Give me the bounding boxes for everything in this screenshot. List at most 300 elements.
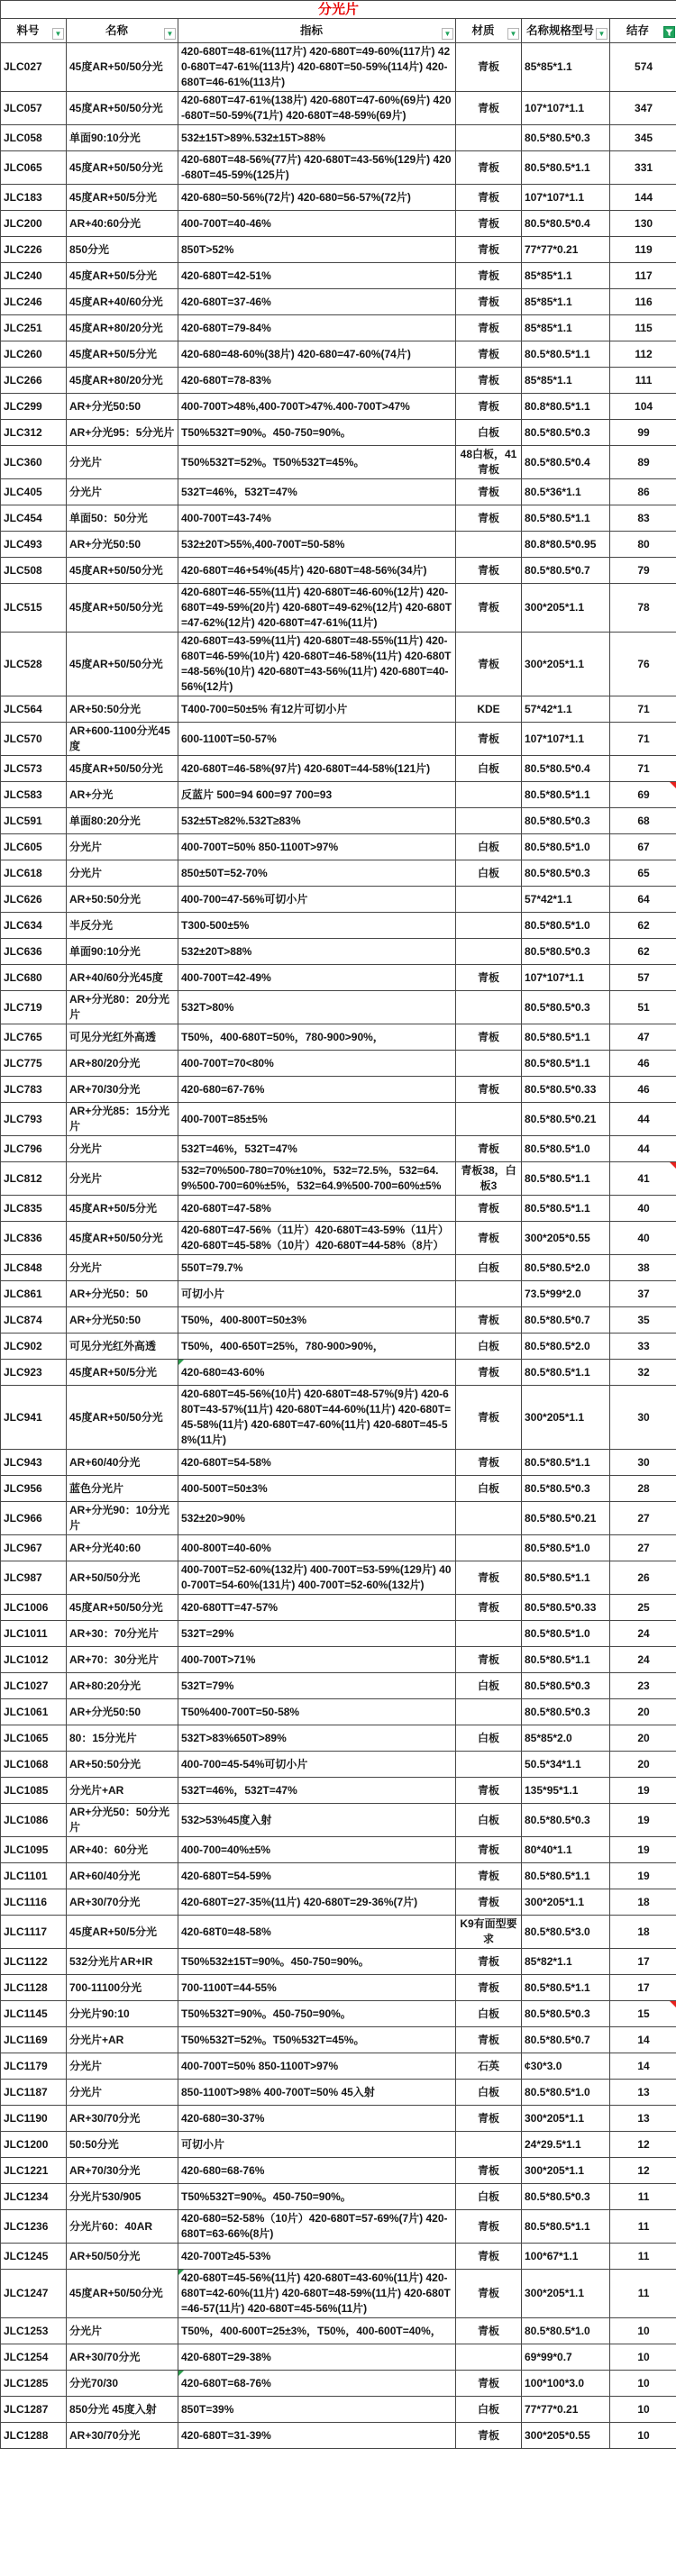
cell-name[interactable]: AR+30/70分光 [67,2106,178,2132]
cell-spec[interactable]: 400-700T=52-60%(132片) 400-700T=53-59%(129片) 400-700T=54-60%(131片) 400-700T=52-60%(132片) [178,1561,456,1595]
cell-spec[interactable]: 532>53%45度入射 [178,1804,456,1837]
cell-qty[interactable]: 17 [610,1975,676,2001]
cell-size[interactable]: 107*107*1.1 [522,965,610,991]
cell-id[interactable]: JLC183 [1,185,67,211]
cell-spec[interactable]: 420-680T=48-61%(117片) 420-680T=49-60%(117片) 420-680T=47-61%(113片) 420-680T=50-59%(114片) 420-680T=46-61%(113片) [178,43,456,92]
cell-qty[interactable]: 331 [610,151,676,185]
cell-size[interactable]: 80.5*80.5*0.33 [522,1595,610,1621]
cell-size[interactable]: 80.5*80.5*3.0 [522,1916,610,1949]
cell-id[interactable]: JLC1247 [1,2270,67,2318]
filter-dropdown-icon[interactable]: ▼ [442,28,453,40]
cell-qty[interactable]: 19 [610,1837,676,1863]
cell-name[interactable]: 可见分光红外高透 [67,1334,178,1360]
cell-name[interactable]: AR+40：60分光 [67,1837,178,1863]
cell-qty[interactable]: 46 [610,1077,676,1103]
cell-spec[interactable]: 850-1100T>98% 400-700T=50% 45入射 [178,2080,456,2106]
cell-spec[interactable]: 420-680T=78-83% [178,368,456,394]
cell-mat[interactable]: 白板 [456,2184,522,2210]
cell-size[interactable]: 80.8*80.5*1.1 [522,394,610,420]
cell-qty[interactable]: 57 [610,965,676,991]
cell-size[interactable]: 80.5*80.5*1.1 [522,505,610,532]
cell-mat[interactable] [456,532,522,558]
cell-qty[interactable]: 104 [610,394,676,420]
cell-mat[interactable]: 青板 [456,505,522,532]
cell-mat[interactable]: 青板 [456,263,522,289]
cell-spec[interactable]: 400-700T=50% 850-1100T>97% [178,834,456,860]
cell-qty[interactable]: 62 [610,913,676,939]
cell-id[interactable]: JLC719 [1,991,67,1024]
cell-qty[interactable]: 38 [610,1255,676,1281]
cell-qty[interactable]: 80 [610,532,676,558]
cell-id[interactable]: JLC848 [1,1255,67,1281]
cell-id[interactable]: JLC923 [1,1360,67,1386]
cell-name[interactable]: 45度AR+50/50分光 [67,1595,178,1621]
cell-id[interactable]: JLC1253 [1,2318,67,2344]
cell-id[interactable]: JLC1027 [1,1673,67,1699]
cell-id[interactable]: JLC1085 [1,1778,67,1804]
cell-mat[interactable]: 青板 [456,1450,522,1476]
cell-spec[interactable]: 可切小片 [178,1281,456,1307]
cell-id[interactable]: JLC783 [1,1077,67,1103]
cell-size[interactable]: 85*85*2.0 [522,1725,610,1752]
cell-qty[interactable]: 83 [610,505,676,532]
cell-mat[interactable]: 青板 [456,2318,522,2344]
cell-size[interactable]: 80.5*80.5*1.0 [522,2318,610,2344]
cell-spec[interactable]: 420-680T=31-39% [178,2423,456,2449]
cell-spec[interactable]: T50%532T=90%。450-750=90%。 [178,2184,456,2210]
cell-spec[interactable]: 532T>83%650T>89% [178,1725,456,1752]
cell-qty[interactable]: 20 [610,1725,676,1752]
cell-size[interactable]: 80.5*80.5*0.33 [522,1077,610,1103]
cell-id[interactable]: JLC065 [1,151,67,185]
cell-size[interactable]: 80.5*80.5*1.1 [522,1561,610,1595]
cell-size[interactable]: ¢30*3.0 [522,2053,610,2080]
cell-name[interactable]: 850分光 [67,237,178,263]
cell-size[interactable]: 77*77*0.21 [522,2397,610,2423]
cell-name[interactable]: 45度AR+50/5分光 [67,1360,178,1386]
cell-spec[interactable]: 400-500T=50±3% [178,1476,456,1502]
cell-id[interactable]: JLC1236 [1,2210,67,2244]
cell-name[interactable]: 50:50分光 [67,2132,178,2158]
cell-mat[interactable] [456,1281,522,1307]
cell-mat[interactable]: 青板 [456,723,522,756]
cell-size[interactable]: 80.5*80.5*1.0 [522,1136,610,1162]
cell-qty[interactable]: 130 [610,211,676,237]
cell-name[interactable]: 45度AR+40/60分光 [67,289,178,315]
cell-spec[interactable]: 532±15T>89%.532±15T>88% [178,125,456,151]
cell-size[interactable]: 85*85*1.1 [522,368,610,394]
cell-size[interactable]: 57*42*1.1 [522,696,610,723]
cell-qty[interactable]: 44 [610,1136,676,1162]
header-id[interactable] [1,19,67,43]
cell-mat[interactable]: 青板 [456,237,522,263]
cell-size[interactable]: 107*107*1.1 [522,185,610,211]
cell-qty[interactable]: 14 [610,2053,676,2080]
filter-dropdown-icon[interactable]: ▼ [596,28,607,40]
cell-id[interactable]: JLC1086 [1,1804,67,1837]
cell-mat[interactable]: 青板 [456,151,522,185]
cell-id[interactable]: JLC941 [1,1386,67,1450]
cell-id[interactable]: JLC260 [1,341,67,368]
cell-qty[interactable]: 71 [610,696,676,723]
cell-id[interactable]: JLC240 [1,263,67,289]
cell-name[interactable]: 45度AR+50/50分光 [67,43,178,92]
cell-spec[interactable]: 532T>80% [178,991,456,1024]
cell-mat[interactable] [456,1051,522,1077]
cell-name[interactable]: AR+50/50分光 [67,1561,178,1595]
cell-mat[interactable]: KDE [456,696,522,723]
cell-id[interactable]: JLC966 [1,1502,67,1535]
cell-name[interactable]: 分光片+AR [67,2027,178,2053]
cell-qty[interactable]: 67 [610,834,676,860]
cell-qty[interactable]: 89 [610,446,676,479]
cell-qty[interactable]: 78 [610,584,676,633]
cell-qty[interactable]: 40 [610,1196,676,1222]
cell-spec[interactable]: T50%532T=52%。T50%532T=45%。 [178,2027,456,2053]
cell-name[interactable]: AR+600-1100分光45度 [67,723,178,756]
cell-id[interactable]: JLC1287 [1,2397,67,2423]
cell-mat[interactable] [456,939,522,965]
cell-name[interactable]: AR+50:50分光 [67,1752,178,1778]
cell-spec[interactable]: 700-1100T=44-55% [178,1975,456,2001]
cell-mat[interactable] [456,2344,522,2371]
cell-spec[interactable]: T300-500±5% [178,913,456,939]
cell-id[interactable]: JLC528 [1,633,67,696]
cell-size[interactable]: 57*42*1.1 [522,887,610,913]
cell-spec[interactable]: T50%532T=52%。T50%532T=45%。 [178,446,456,479]
cell-id[interactable]: JLC1288 [1,2423,67,2449]
cell-qty[interactable]: 18 [610,1916,676,1949]
cell-qty[interactable]: 44 [610,1103,676,1136]
cell-spec[interactable]: T50%，400-800T=50±3% [178,1307,456,1334]
cell-id[interactable]: JLC226 [1,237,67,263]
filter-dropdown-icon[interactable]: ▼ [164,28,176,40]
cell-spec[interactable]: 420-680=30-37% [178,2106,456,2132]
cell-name[interactable]: 分光片 [67,2318,178,2344]
cell-spec[interactable]: 400-700=40%±5% [178,1837,456,1863]
cell-qty[interactable]: 37 [610,1281,676,1307]
cell-name[interactable]: AR+80:20分光 [67,1673,178,1699]
cell-name[interactable]: 分光片 [67,1255,178,1281]
cell-spec[interactable]: 532T=79% [178,1673,456,1699]
cell-spec[interactable]: 400-700T=40-46% [178,211,456,237]
cell-spec[interactable]: 可切小片 [178,2132,456,2158]
cell-size[interactable]: 80.5*80.5*0.4 [522,211,610,237]
cell-spec[interactable]: 420-680=50-56%(72片) 420-680=56-57%(72片) [178,185,456,211]
cell-mat[interactable]: 白板 [456,834,522,860]
cell-size[interactable]: 300*205*0.55 [522,2423,610,2449]
cell-mat[interactable]: 青板 [456,2371,522,2397]
cell-qty[interactable]: 24 [610,1621,676,1647]
cell-id[interactable]: JLC1065 [1,1725,67,1752]
cell-mat[interactable]: 白板 [456,1725,522,1752]
cell-spec[interactable]: 850T>52% [178,237,456,263]
cell-name[interactable]: 分光片 [67,2053,178,2080]
cell-qty[interactable]: 46 [610,1051,676,1077]
cell-spec[interactable]: T50%532T=90%。450-750=90%。 [178,2001,456,2027]
cell-spec[interactable]: 420-680T=37-46% [178,289,456,315]
cell-mat[interactable] [456,125,522,151]
cell-size[interactable]: 100*100*3.0 [522,2371,610,2397]
cell-id[interactable]: JLC636 [1,939,67,965]
header-name[interactable] [67,19,178,43]
cell-qty[interactable]: 76 [610,633,676,696]
cell-id[interactable]: JLC1128 [1,1975,67,2001]
cell-spec[interactable]: 532±20T>55%,400-700T=50-58% [178,532,456,558]
cell-name[interactable]: 45度AR+50/5分光 [67,341,178,368]
cell-name[interactable]: AR+分光50:50 [67,1307,178,1334]
cell-name[interactable]: 45度AR+50/50分光 [67,756,178,782]
cell-spec[interactable]: 420-680T=43-59%(11片) 420-680T=48-55%(11片) 420-680T=46-59%(10片) 420-680T=46-58%(11片) 420-680T=48-56%(10片) 420-680T=43-56%(11片) 420-680T=40-56%(12片) [178,633,456,696]
cell-mat[interactable] [456,991,522,1024]
cell-size[interactable]: 73.5*99*2.0 [522,1281,610,1307]
cell-spec[interactable]: 850T=39% [178,2397,456,2423]
cell-name[interactable]: 分光片530/905 [67,2184,178,2210]
cell-size[interactable]: 69*99*0.7 [522,2344,610,2371]
cell-mat[interactable]: 青板 [456,1196,522,1222]
cell-id[interactable]: JLC1068 [1,1752,67,1778]
cell-id[interactable]: JLC1254 [1,2344,67,2371]
cell-mat[interactable] [456,1621,522,1647]
cell-mat[interactable]: 青板 [456,211,522,237]
cell-mat[interactable]: 青板 [456,368,522,394]
cell-name[interactable]: AR+分光 [67,782,178,808]
cell-spec[interactable]: 420-680T=46+54%(45片) 420-680T=48-56%(34片) [178,558,456,584]
cell-spec[interactable]: T50%532T=90%。450-750=90%。 [178,420,456,446]
cell-size[interactable]: 80.5*80.5*1.1 [522,782,610,808]
cell-name[interactable]: AR+分光50：50分光片 [67,1804,178,1837]
cell-spec[interactable]: 420-680T=54-59% [178,1863,456,1889]
cell-mat[interactable]: 青板 [456,1863,522,1889]
cell-name[interactable]: 45度AR+50/50分光 [67,584,178,633]
cell-name[interactable]: 45度AR+50/50分光 [67,151,178,185]
cell-qty[interactable]: 144 [610,185,676,211]
cell-qty[interactable]: 119 [610,237,676,263]
cell-qty[interactable]: 14 [610,2027,676,2053]
cell-id[interactable]: JLC874 [1,1307,67,1334]
cell-mat[interactable]: 青板 [456,2027,522,2053]
cell-name[interactable]: AR+分光95：5分光片 [67,420,178,446]
cell-id[interactable]: JLC570 [1,723,67,756]
cell-size[interactable]: 80.5*80.5*1.1 [522,1647,610,1673]
cell-id[interactable]: JLC591 [1,808,67,834]
cell-name[interactable]: AR+60/40分光 [67,1450,178,1476]
cell-mat[interactable]: 青板 [456,1561,522,1595]
cell-name[interactable]: 分光片90:10 [67,2001,178,2027]
cell-size[interactable]: 85*85*1.1 [522,315,610,341]
cell-id[interactable]: JLC835 [1,1196,67,1222]
cell-qty[interactable]: 11 [610,2244,676,2270]
cell-spec[interactable]: 400-700=47-56%可切小片 [178,887,456,913]
cell-spec[interactable]: 420-680=68-76% [178,2158,456,2184]
cell-size[interactable]: 85*82*1.1 [522,1949,610,1975]
cell-id[interactable]: JLC987 [1,1561,67,1595]
cell-name[interactable]: 分光片 [67,2080,178,2106]
cell-mat[interactable]: 青板 [456,289,522,315]
cell-id[interactable]: JLC1245 [1,2244,67,2270]
cell-id[interactable]: JLC605 [1,834,67,860]
cell-size[interactable]: 80.5*80.5*0.7 [522,1307,610,1334]
cell-qty[interactable]: 51 [610,991,676,1024]
cell-mat[interactable]: 青板 [456,1077,522,1103]
cell-id[interactable]: JLC564 [1,696,67,723]
cell-size[interactable]: 80.5*36*1.1 [522,479,610,505]
cell-qty[interactable]: 574 [610,43,676,92]
cell-spec[interactable]: 420-680=43-60% [178,1360,456,1386]
cell-spec[interactable]: 420-680T=29-38% [178,2344,456,2371]
cell-qty[interactable]: 13 [610,2080,676,2106]
header-qty[interactable] [610,19,676,43]
cell-size[interactable]: 80.5*80.5*1.1 [522,1360,610,1386]
cell-mat[interactable] [456,2132,522,2158]
cell-spec[interactable]: 反蓝片 500=94 600=97 700=93 [178,782,456,808]
cell-id[interactable]: JLC1095 [1,1837,67,1863]
cell-spec[interactable]: T50%400-700T=50-58% [178,1699,456,1725]
cell-id[interactable]: JLC057 [1,92,67,125]
cell-qty[interactable]: 117 [610,263,676,289]
cell-qty[interactable]: 20 [610,1699,676,1725]
header-size[interactable] [522,19,610,43]
cell-size[interactable]: 300*205*1.1 [522,1386,610,1450]
cell-spec[interactable]: 420-700T≥45-53% [178,2244,456,2270]
cell-size[interactable]: 80.5*80.5*0.3 [522,420,610,446]
cell-spec[interactable]: T50%532±15T=90%。450-750=90%。 [178,1949,456,1975]
cell-size[interactable]: 80.5*80.5*1.1 [522,1051,610,1077]
cell-mat[interactable]: 青板 [456,1837,522,1863]
cell-name[interactable]: AR+分光50:50 [67,394,178,420]
cell-id[interactable]: JLC861 [1,1281,67,1307]
cell-qty[interactable]: 115 [610,315,676,341]
cell-size[interactable]: 300*205*1.1 [522,1889,610,1916]
cell-spec[interactable]: 400-700T=50% 850-1100T>97% [178,2053,456,2080]
cell-id[interactable]: JLC626 [1,887,67,913]
cell-id[interactable]: JLC1101 [1,1863,67,1889]
cell-qty[interactable]: 116 [610,289,676,315]
cell-mat[interactable]: 青板 [456,2210,522,2244]
cell-id[interactable]: JLC902 [1,1334,67,1360]
cell-spec[interactable]: 420-680T=48-56%(77片) 420-680T=43-56%(129片) 420-680T=45-59%(125片) [178,151,456,185]
cell-qty[interactable]: 10 [610,2318,676,2344]
cell-spec[interactable]: 420-680T=47-56%（11片）420-680T=43-59%（11片）420-680T=45-58%（10片）420-680T=44-58%（8片） [178,1222,456,1255]
cell-qty[interactable]: 23 [610,1673,676,1699]
cell-mat[interactable] [456,1502,522,1535]
filter-active-funnel-icon[interactable] [663,26,675,38]
cell-id[interactable]: JLC793 [1,1103,67,1136]
cell-mat[interactable]: 白板 [456,1673,522,1699]
cell-mat[interactable]: 白板 [456,420,522,446]
cell-id[interactable]: JLC1190 [1,2106,67,2132]
cell-mat[interactable]: 青板 [456,1307,522,1334]
cell-size[interactable]: 80.5*80.5*1.1 [522,1024,610,1051]
cell-id[interactable]: JLC956 [1,1476,67,1502]
cell-qty[interactable]: 30 [610,1450,676,1476]
cell-mat[interactable] [456,1535,522,1561]
cell-size[interactable]: 80.5*80.5*1.0 [522,913,610,939]
cell-qty[interactable]: 19 [610,1804,676,1837]
cell-mat[interactable]: 青板 [456,965,522,991]
cell-spec[interactable]: 420-680=52-58%（10片）420-680T=57-69%(7片) 420-680T=63-66%(8片) [178,2210,456,2244]
cell-size[interactable]: 80.5*80.5*1.1 [522,151,610,185]
cell-size[interactable]: 80.5*80.5*0.21 [522,1502,610,1535]
cell-spec[interactable]: 600-1100T=50-57% [178,723,456,756]
cell-id[interactable]: JLC1187 [1,2080,67,2106]
cell-spec[interactable]: 400-700T=42-49% [178,965,456,991]
cell-size[interactable]: 80.5*80.5*0.3 [522,1804,610,1837]
cell-size[interactable]: 80.5*80.5*0.3 [522,1673,610,1699]
cell-qty[interactable]: 71 [610,723,676,756]
cell-mat[interactable]: 白板 [456,860,522,887]
cell-id[interactable]: JLC618 [1,860,67,887]
cell-size[interactable]: 80.5*80.5*0.21 [522,1103,610,1136]
cell-size[interactable]: 80.5*80.5*1.1 [522,341,610,368]
cell-mat[interactable]: 青板 [456,1360,522,1386]
cell-qty[interactable]: 10 [610,2397,676,2423]
cell-name[interactable]: 45度AR+50/50分光 [67,1386,178,1450]
cell-qty[interactable]: 65 [610,860,676,887]
cell-size[interactable]: 80.5*80.5*1.0 [522,2080,610,2106]
cell-qty[interactable]: 27 [610,1535,676,1561]
cell-size[interactable]: 80.5*80.5*1.1 [522,1196,610,1222]
cell-size[interactable]: 300*205*1.1 [522,2270,610,2318]
cell-qty[interactable]: 15 [610,2001,676,2027]
cell-size[interactable]: 80.5*80.5*1.1 [522,1162,610,1196]
cell-name[interactable]: 分光片 [67,860,178,887]
cell-name[interactable]: 45度AR+50/50分光 [67,558,178,584]
cell-qty[interactable]: 26 [610,1561,676,1595]
cell-mat[interactable]: 白板 [456,2080,522,2106]
cell-size[interactable]: 80.5*80.5*0.3 [522,2184,610,2210]
cell-spec[interactable]: T50%，400-600T=25±3%，T50%，400-600T=40%， [178,2318,456,2344]
cell-qty[interactable]: 64 [610,887,676,913]
cell-name[interactable]: AR+分光80：20分光片 [67,991,178,1024]
cell-id[interactable]: JLC573 [1,756,67,782]
cell-size[interactable]: 80.5*80.5*0.3 [522,1699,610,1725]
cell-size[interactable]: 80.5*80.5*0.7 [522,2027,610,2053]
cell-size[interactable]: 80.5*80.5*1.1 [522,1863,610,1889]
cell-name[interactable]: 单面50：50分光 [67,505,178,532]
cell-name[interactable]: AR+40/60分光45度 [67,965,178,991]
cell-id[interactable]: JLC943 [1,1450,67,1476]
cell-spec[interactable]: 400-700T=70<80% [178,1051,456,1077]
cell-spec[interactable]: T50%，400-680T=50%，780-900>90%， [178,1024,456,1051]
cell-name[interactable]: 分光片 [67,834,178,860]
cell-mat[interactable]: 青板 [456,584,522,633]
cell-mat[interactable]: 青板 [456,558,522,584]
cell-mat[interactable]: 青板 [456,2270,522,2318]
cell-size[interactable]: 80.5*80.5*1.0 [522,1535,610,1561]
cell-name[interactable]: AR+分光50：50 [67,1281,178,1307]
cell-spec[interactable]: 400-700=45-54%可切小片 [178,1752,456,1778]
cell-size[interactable]: 80.5*80.5*0.3 [522,991,610,1024]
cell-mat[interactable]: 青板38，白板3 [456,1162,522,1196]
cell-mat[interactable]: 青板 [456,2106,522,2132]
cell-spec[interactable]: 420-680T=46-55%(11片) 420-680T=46-60%(12片) 420-680T=49-59%(20片) 420-680T=49-62%(12片) 420-680T=47-62%(12片) 420-680T=47-61%(11片) [178,584,456,633]
cell-name[interactable]: 45度AR+50/5分光 [67,1916,178,1949]
cell-qty[interactable]: 10 [610,2344,676,2371]
cell-id[interactable]: JLC1061 [1,1699,67,1725]
cell-id[interactable]: JLC1012 [1,1647,67,1673]
cell-spec[interactable]: 420-680T=47-61%(138片) 420-680T=47-60%(69片) 420-680T=50-59%(71片) 420-680T=48-59%(69片) [178,92,456,125]
cell-spec[interactable]: 400-700T>48%,400-700T>47%.400-700T>47% [178,394,456,420]
cell-mat[interactable]: 青板 [456,315,522,341]
cell-qty[interactable]: 10 [610,2371,676,2397]
cell-id[interactable]: JLC1011 [1,1621,67,1647]
cell-mat[interactable] [456,1103,522,1136]
cell-id[interactable]: JLC405 [1,479,67,505]
cell-id[interactable]: JLC796 [1,1136,67,1162]
cell-id[interactable]: JLC1117 [1,1916,67,1949]
cell-id[interactable]: JLC1006 [1,1595,67,1621]
